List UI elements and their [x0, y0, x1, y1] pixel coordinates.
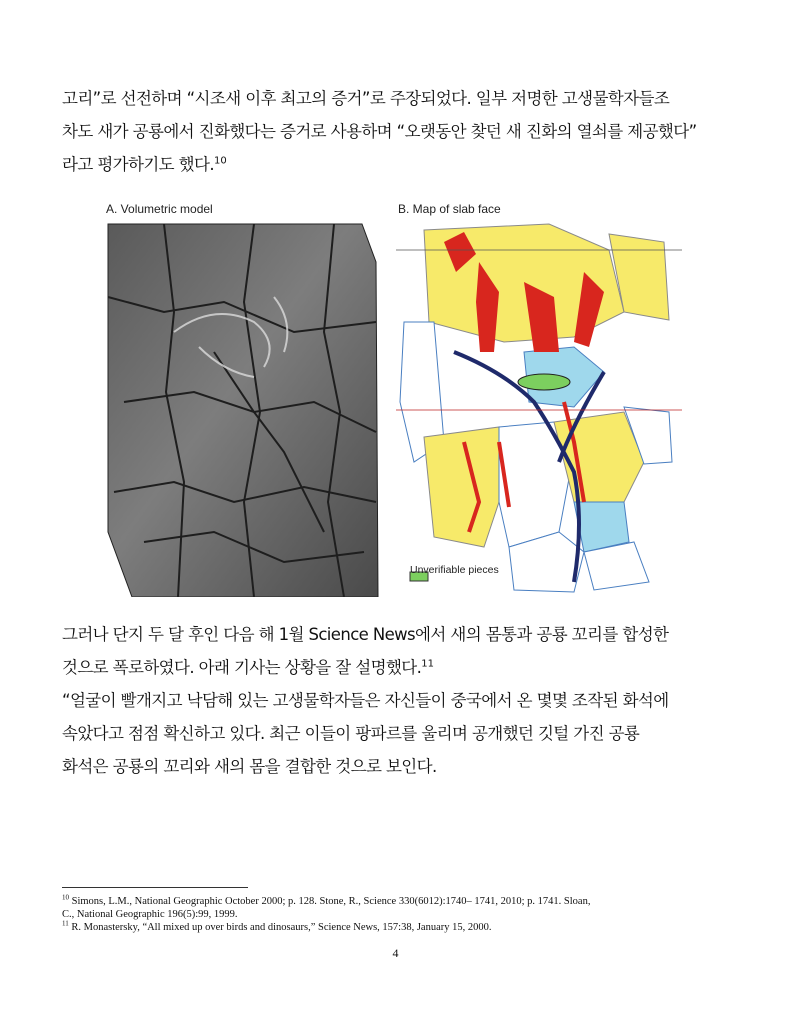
fossil-figure-graphic	[104, 202, 686, 597]
footnote-divider	[62, 887, 248, 888]
footnote-text: R. Monastersky, “All mixed up over birds and dinosaurs,” Science News, 157:38, January 15, 2000.	[71, 922, 492, 933]
footnote-text: C., National Geographic 196(5):99, 1999.	[62, 909, 238, 920]
paragraph-line: 고리”로 선전하며 “시조새 이후 최고의 증거”로 주장되었다. 일부 저명한 고생물학자들조	[62, 89, 670, 108]
paragraph-line	[62, 148, 734, 181]
legend-label: Unverifiable pieces	[410, 564, 499, 576]
paragraph-line-text: 라고 평가하기도 했다.	[62, 155, 214, 174]
fossil-figure	[104, 202, 686, 597]
footnote-ref-10[interactable]: 10	[214, 155, 227, 167]
panel-b-title: B. Map of slab face	[398, 202, 501, 216]
panel-a-title: A. Volumetric model	[106, 202, 213, 216]
paragraph-2	[62, 618, 734, 783]
paragraph-line: 차도 새가 공룡에서 진화했다는 증거로 사용하며 “오랫동안 찾던 새 진화의 열쇠를 제공했다”	[62, 122, 697, 141]
quote-line: “얼굴이 빨개지고 낙담해 있는 고생물학자들은 자신들이 중국에서 온 몇몇 조작된 화석에	[62, 691, 669, 710]
footnote-text: Simons, L.M., National Geographic October 2000; p. 128. Stone, R., Science 330(6012):1740– 1741, 2010; p. 1741. Sloan,	[71, 896, 591, 907]
slab-map-image	[394, 220, 684, 597]
footnote-10-continued	[62, 908, 734, 921]
paragraph-line	[62, 651, 734, 684]
volumetric-model-image	[108, 224, 378, 597]
page-number: 4	[392, 946, 399, 960]
footnote-11	[62, 921, 734, 934]
footnote-10	[62, 895, 734, 908]
paragraph-line-text: 것으로 폭로하였다. 아래 기사는 상황을 잘 설명했다.	[62, 658, 422, 677]
footnote-ref-11[interactable]: 11	[421, 658, 435, 670]
footnote-number: 10	[62, 893, 69, 902]
quote-line: 속았다고 점점 확신하고 있다. 최근 이들이 팡파르를 울리며 공개했던 깃털 가진 공룡	[62, 724, 640, 743]
quote-line: 화석은 공룡의 꼬리와 새의 몸을 결합한 것으로 보인다.	[62, 757, 437, 776]
footnote-number: 11	[62, 919, 69, 928]
footnotes	[62, 895, 734, 934]
paragraph-line: 그러나 단지 두 달 후인 다음 해 1월 Science News에서 새의 몸통과 공룡 꼬리를 합성한	[62, 625, 669, 644]
paragraph-1	[62, 82, 734, 181]
